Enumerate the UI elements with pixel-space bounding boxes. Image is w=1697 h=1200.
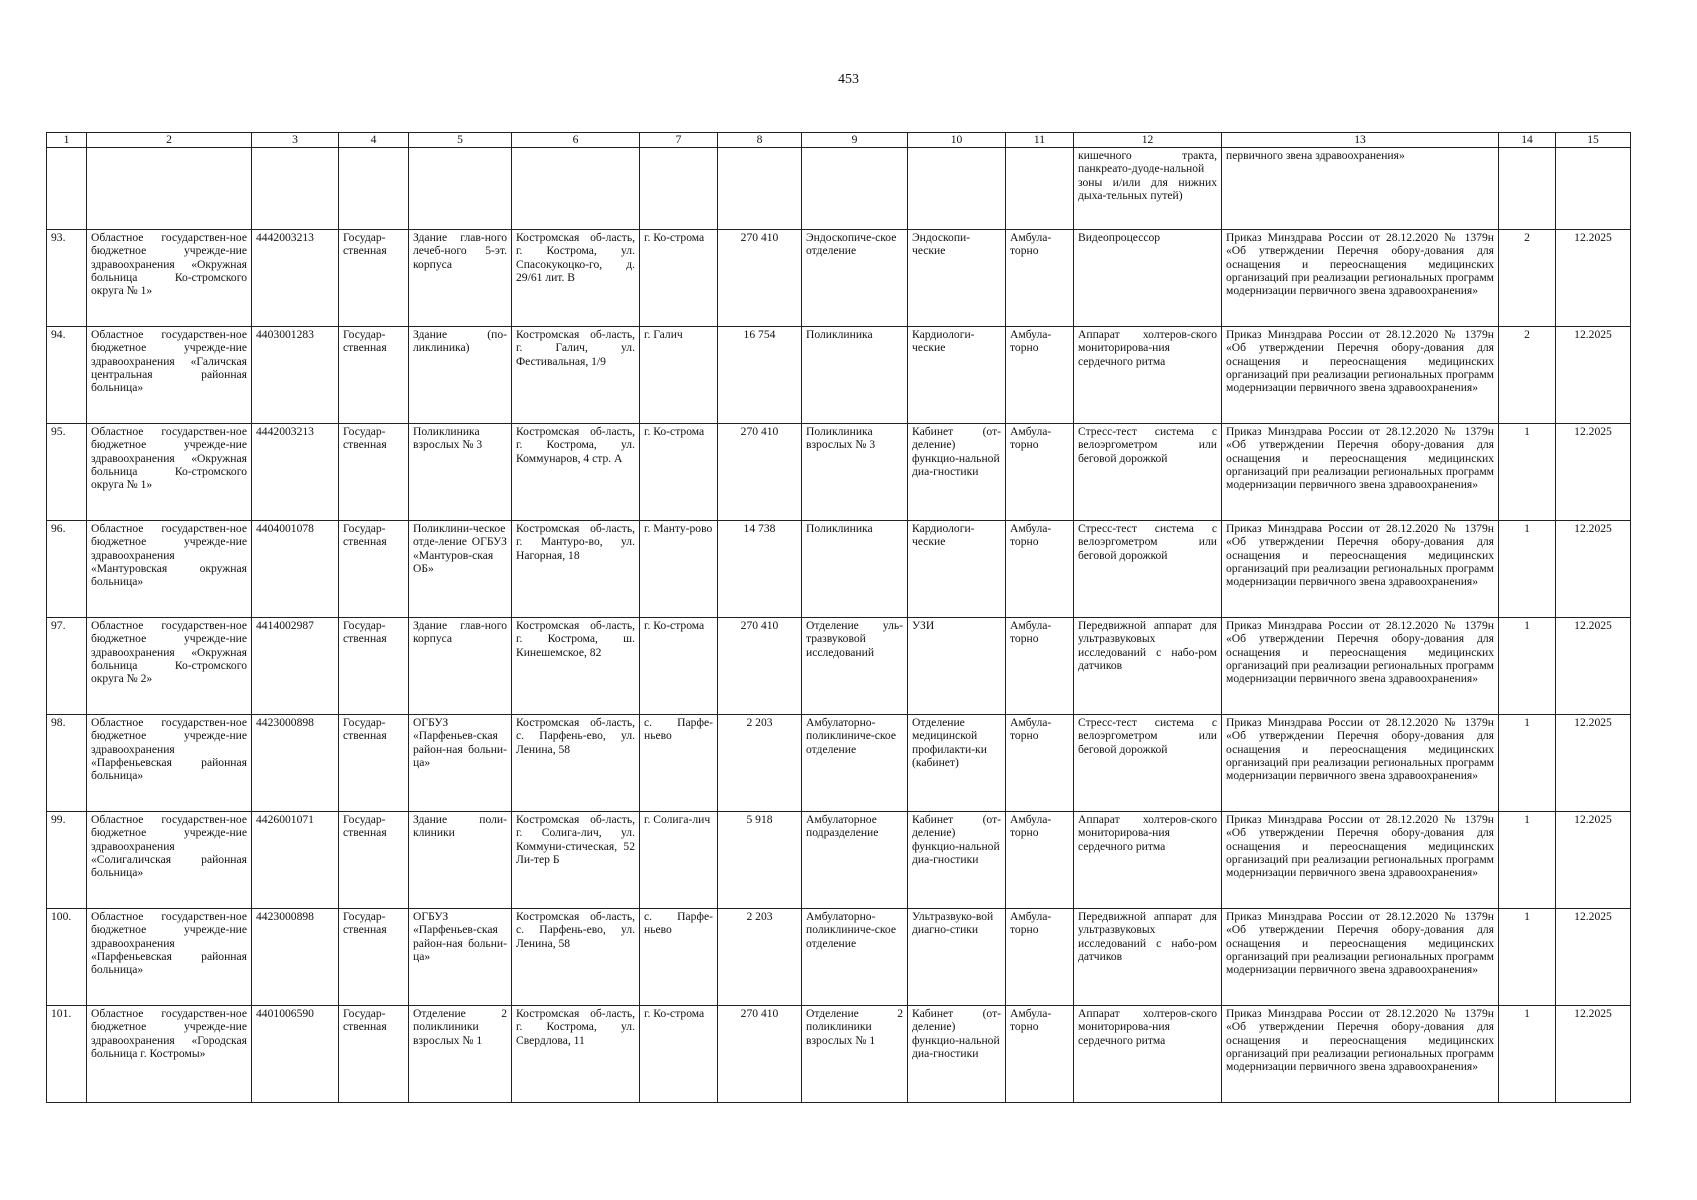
column-header-6: 6 — [512, 133, 640, 148]
cell-quantity: 2 — [1499, 230, 1556, 327]
cell-department: Поликлиника взрослых № 3 — [802, 424, 908, 521]
cell-equipment: Стресс-тест система с велоэргометром или беговой дорожкой — [1074, 521, 1222, 618]
table-row — [47, 909, 1631, 1006]
cell-organization-name: Областное государствен-ное бюджетное учрежде-ние здравоохранения «Окружная больница Ко-стромского округа № 1» — [87, 230, 252, 327]
cell-population: 14 738 — [718, 521, 802, 618]
column-header-4: 4 — [339, 133, 409, 148]
cell-department: Поликлиника — [802, 521, 908, 618]
column-header-11: 11 — [1006, 133, 1074, 148]
cell-population: 270 410 — [718, 424, 802, 521]
column-header-13: 13 — [1222, 133, 1499, 148]
cell-deadline: 12.2025 — [1556, 1006, 1631, 1103]
cell-organization-name: Областное государствен-ное бюджетное учрежде-ние здравоохранения «Галичская центральная районная больница» — [87, 327, 252, 424]
cell-ownership-type: Государ-ственная — [339, 1006, 409, 1103]
cell-organization-name: Областное государствен-ное бюджетное учрежде-ние здравоохранения «Парфеньевская районная больница» — [87, 715, 252, 812]
cell-organization-name: Областное государствен-ное бюджетное учрежде-ние здравоохранения «Мантуровская окружная больница» — [87, 521, 252, 618]
cell-ownership-type: Государ-ственная — [339, 812, 409, 909]
cell-deadline: 12.2025 — [1556, 812, 1631, 909]
cell-legal-basis: Приказ Минздрава России от 28.12.2020 № 1379н «Об утверждении Перечня обору-дования для оснащения и переоснащения медицинских организаций при реализации региональных программ модернизации первичного звена здравоохранения» — [1222, 715, 1499, 812]
table-row — [47, 618, 1631, 715]
cell-ownership-type: Государ-ственная — [339, 521, 409, 618]
cell-care-mode: Амбула-торно — [1006, 715, 1074, 812]
cell-profile: УЗИ — [908, 618, 1006, 715]
cell-deadline: 12.2025 — [1556, 424, 1631, 521]
cell-quantity: 1 — [1499, 424, 1556, 521]
cell-care-mode: Амбула-торно — [1006, 812, 1074, 909]
cell-inn-code: 4442003213 — [252, 230, 339, 327]
cell-building-name: Здание глав-ного лечеб-ного 5-эт. корпуса — [409, 230, 512, 327]
cell-equipment: Аппарат холтеров-ского мониторирова-ния сердечного ритма — [1074, 1006, 1222, 1103]
table-row — [47, 715, 1631, 812]
cell-organization-name: Областное государствен-ное бюджетное учрежде-ние здравоохранения «Парфеньевская районная больница» — [87, 909, 252, 1006]
column-header-12: 12 — [1074, 133, 1222, 148]
cell-legal-basis: Приказ Минздрава России от 28.12.2020 № 1379н «Об утверждении Перечня обору-дования для оснащения и переоснащения медицинских организаций при реализации региональных программ модернизации первичного звена здравоохранения» — [1222, 812, 1499, 909]
cell-building-name: ОГБУЗ «Парфеньев-ская район-ная больни-ца» — [409, 715, 512, 812]
cell-address: Костромская об-ласть, г. Кострома, ш. Кинешемское, 82 — [512, 618, 640, 715]
cell-building-name: Здание (по-ликлиника) — [409, 327, 512, 424]
column-header-2: 2 — [87, 133, 252, 148]
cell-locality: г. Ко-строма — [640, 230, 718, 327]
cell-locality: г. Манту-рово — [640, 521, 718, 618]
cell-equipment: Передвижной аппарат для ультразвуковых исследований с набо-ром датчиков — [1074, 909, 1222, 1006]
continuation-row — [47, 148, 1631, 230]
cell-row-number: 96. — [47, 521, 87, 618]
cell-quantity: 1 — [1499, 521, 1556, 618]
cell-legal-basis: Приказ Минздрава России от 28.12.2020 № 1379н «Об утверждении Перечня обору-дования для оснащения и переоснащения медицинских организаций при реализации региональных программ модернизации первичного звена здравоохранения» — [1222, 327, 1499, 424]
cell-building-name: ОГБУЗ «Парфеньев-ская район-ная больни-ца» — [409, 909, 512, 1006]
cell-building-name: Поликлиника взрослых № 3 — [409, 424, 512, 521]
column-header-8: 8 — [718, 133, 802, 148]
continuation-equipment: кишечного тракта, панкреато-дуоде-нальной зоны и/или для нижних дыха-тельных путей) — [1074, 148, 1222, 230]
cell-equipment: Стресс-тест система с велоэргометром или беговой дорожкой — [1074, 424, 1222, 521]
cell-legal-basis: Приказ Минздрава России от 28.12.2020 № 1379н «Об утверждении Перечня обору-дования для оснащения и переоснащения медицинских организаций при реализации региональных программ модернизации первичного звена здравоохранения» — [1222, 521, 1499, 618]
cell-profile: Кардиологи-ческие — [908, 327, 1006, 424]
cell-row-number: 98. — [47, 715, 87, 812]
cell-population: 270 410 — [718, 618, 802, 715]
cell-profile: Кабинет (от-деление) функцио-нальной диа-гностики — [908, 424, 1006, 521]
cell-inn-code: 4423000898 — [252, 715, 339, 812]
cell-row-number: 101. — [47, 1006, 87, 1103]
cell-quantity: 2 — [1499, 327, 1556, 424]
cell-organization-name: Областное государствен-ное бюджетное учрежде-ние здравоохранения «Солигаличская районная больница» — [87, 812, 252, 909]
cell-locality: с. Парфе-ньево — [640, 715, 718, 812]
cell-address: Костромская об-ласть, г. Мантуро-во, ул. Нагорная, 18 — [512, 521, 640, 618]
cell-equipment: Передвижной аппарат для ультразвуковых исследований с набо-ром датчиков — [1074, 618, 1222, 715]
cell-row-number: 93. — [47, 230, 87, 327]
cell-quantity: 1 — [1499, 909, 1556, 1006]
cell-quantity: 1 — [1499, 715, 1556, 812]
column-header-9: 9 — [802, 133, 908, 148]
cell-population: 270 410 — [718, 230, 802, 327]
table-row — [47, 812, 1631, 909]
cell-inn-code: 4423000898 — [252, 909, 339, 1006]
table-body — [47, 148, 1631, 1103]
column-header-14: 14 — [1499, 133, 1556, 148]
cell-legal-basis: Приказ Минздрава России от 28.12.2020 № 1379н «Об утверждении Перечня обору-дования для оснащения и переоснащения медицинских организаций при реализации региональных программ модернизации первичного звена здравоохранения» — [1222, 424, 1499, 521]
cell-quantity: 1 — [1499, 1006, 1556, 1103]
table-row — [47, 424, 1631, 521]
equipment-register-table — [46, 132, 1631, 1103]
cell-ownership-type: Государ-ственная — [339, 618, 409, 715]
table-row — [47, 230, 1631, 327]
continuation-basis: первичного звена здравоохранения» — [1222, 148, 1499, 230]
cell-population: 2 203 — [718, 909, 802, 1006]
cell-row-number: 99. — [47, 812, 87, 909]
cell-profile: Отделение медицинской профилакти-ки (кабинет) — [908, 715, 1006, 812]
cell-ownership-type: Государ-ственная — [339, 327, 409, 424]
header-row — [47, 133, 1631, 148]
cell-department: Амбулаторно-поликлиниче-ское отделение — [802, 909, 908, 1006]
page-number: 453 — [838, 72, 859, 87]
cell-legal-basis: Приказ Минздрава России от 28.12.2020 № 1379н «Об утверждении Перечня обору-дования для оснащения и переоснащения медицинских организаций при реализации региональных программ модернизации первичного звена здравоохранения» — [1222, 909, 1499, 1006]
cell-profile: Ультразвуко-вой диагно-стики — [908, 909, 1006, 1006]
cell-profile: Кабинет (от-деление) функцио-нальной диа-гностики — [908, 1006, 1006, 1103]
cell-inn-code: 4401006590 — [252, 1006, 339, 1103]
cell-ownership-type: Государ-ственная — [339, 424, 409, 521]
column-header-1: 1 — [47, 133, 87, 148]
cell-inn-code: 4442003213 — [252, 424, 339, 521]
cell-department: Отделение уль-тразвуковой исследований — [802, 618, 908, 715]
cell-care-mode: Амбула-торно — [1006, 1006, 1074, 1103]
table-row — [47, 1006, 1631, 1103]
cell-ownership-type: Государ-ственная — [339, 230, 409, 327]
cell-building-name: Отделение 2 поликлиники взрослых № 1 — [409, 1006, 512, 1103]
cell-locality: с. Парфе-ньево — [640, 909, 718, 1006]
cell-quantity: 1 — [1499, 812, 1556, 909]
cell-profile: Кардиологи-ческие — [908, 521, 1006, 618]
cell-inn-code: 4404001078 — [252, 521, 339, 618]
cell-deadline: 12.2025 — [1556, 521, 1631, 618]
cell-care-mode: Амбула-торно — [1006, 618, 1074, 715]
cell-deadline: 12.2025 — [1556, 327, 1631, 424]
cell-building-name: Здание поли-клиники — [409, 812, 512, 909]
table-row — [47, 521, 1631, 618]
cell-inn-code: 4414002987 — [252, 618, 339, 715]
cell-address: Костромская об-ласть, г. Солига-лич, ул. Коммуни-стическая, 52 Ли-тер Б — [512, 812, 640, 909]
cell-care-mode: Амбула-торно — [1006, 230, 1074, 327]
cell-care-mode: Амбула-торно — [1006, 424, 1074, 521]
column-header-5: 5 — [409, 133, 512, 148]
cell-building-name: Здание глав-ного корпуса — [409, 618, 512, 715]
cell-ownership-type: Государ-ственная — [339, 715, 409, 812]
cell-organization-name: Областное государствен-ное бюджетное учрежде-ние здравоохранения «Городская больница г. Костромы» — [87, 1006, 252, 1103]
cell-address: Костромская об-ласть, г. Кострома, ул. Свердлова, 11 — [512, 1006, 640, 1103]
cell-equipment: Аппарат холтеров-ского мониторирова-ния сердечного ритма — [1074, 812, 1222, 909]
cell-population: 2 203 — [718, 715, 802, 812]
column-header-7: 7 — [640, 133, 718, 148]
column-header-10: 10 — [908, 133, 1006, 148]
cell-equipment: Видеопроцессор — [1074, 230, 1222, 327]
cell-row-number: 97. — [47, 618, 87, 715]
cell-locality: г. Ко-строма — [640, 424, 718, 521]
cell-care-mode: Амбула-торно — [1006, 521, 1074, 618]
column-header-15: 15 — [1556, 133, 1631, 148]
cell-address: Костромская об-ласть, г. Кострома, ул. Коммунаров, 4 стр. А — [512, 424, 640, 521]
cell-deadline: 12.2025 — [1556, 618, 1631, 715]
cell-inn-code: 4403001283 — [252, 327, 339, 424]
cell-care-mode: Амбула-торно — [1006, 327, 1074, 424]
cell-legal-basis: Приказ Минздрава России от 28.12.2020 № 1379н «Об утверждении Перечня обору-дования для оснащения и переоснащения медицинских организаций при реализации региональных программ модернизации первичного звена здравоохранения» — [1222, 1006, 1499, 1103]
cell-organization-name: Областное государствен-ное бюджетное учрежде-ние здравоохранения «Окружная больница Ко-стромского округа № 1» — [87, 424, 252, 521]
cell-inn-code: 4426001071 — [252, 812, 339, 909]
cell-profile: Кабинет (от-деление) функцио-нальной диа-гностики — [908, 812, 1006, 909]
cell-ownership-type: Государ-ственная — [339, 909, 409, 1006]
cell-locality: г. Солига-лич — [640, 812, 718, 909]
cell-population: 270 410 — [718, 1006, 802, 1103]
cell-care-mode: Амбула-торно — [1006, 909, 1074, 1006]
column-header-3: 3 — [252, 133, 339, 148]
cell-address: Костромская об-ласть, с. Парфень-ево, ул. Ленина, 58 — [512, 909, 640, 1006]
cell-department: Амбулаторное подразделение — [802, 812, 908, 909]
cell-deadline: 12.2025 — [1556, 230, 1631, 327]
cell-population: 16 754 — [718, 327, 802, 424]
cell-deadline: 12.2025 — [1556, 909, 1631, 1006]
cell-address: Костромская об-ласть, г. Галич, ул. Фестивальная, 1/9 — [512, 327, 640, 424]
table-row — [47, 327, 1631, 424]
cell-equipment: Аппарат холтеров-ского мониторирова-ния сердечного ритма — [1074, 327, 1222, 424]
cell-organization-name: Областное государствен-ное бюджетное учрежде-ние здравоохранения «Окружная больница Ко-стромского округа № 2» — [87, 618, 252, 715]
cell-row-number: 94. — [47, 327, 87, 424]
cell-population: 5 918 — [718, 812, 802, 909]
cell-department: Отделение 2 поликлиники взрослых № 1 — [802, 1006, 908, 1103]
cell-building-name: Поликлини-ческое отде-ление ОГБУЗ «Мантуров-ская ОБ» — [409, 521, 512, 618]
cell-department: Эндоскопиче-ское отделение — [802, 230, 908, 327]
cell-quantity: 1 — [1499, 618, 1556, 715]
cell-department: Амбулаторно-поликлиниче-ское отделение — [802, 715, 908, 812]
cell-address: Костромская об-ласть, г. Кострома, ул. Спасокукоцко-го, д. 29/61 лит. В — [512, 230, 640, 327]
cell-address: Костромская об-ласть, с. Парфень-ево, ул. Ленина, 58 — [512, 715, 640, 812]
cell-legal-basis: Приказ Минздрава России от 28.12.2020 № 1379н «Об утверждении Перечня обору-дования для оснащения и переоснащения медицинских организаций при реализации региональных программ модернизации первичного звена здравоохранения» — [1222, 618, 1499, 715]
cell-equipment: Стресс-тест система с велоэргометром или беговой дорожкой — [1074, 715, 1222, 812]
cell-locality: г. Галич — [640, 327, 718, 424]
cell-profile: Эндоскопи-ческие — [908, 230, 1006, 327]
cell-row-number: 95. — [47, 424, 87, 521]
cell-locality: г. Ко-строма — [640, 1006, 718, 1103]
cell-deadline: 12.2025 — [1556, 715, 1631, 812]
cell-department: Поликлиника — [802, 327, 908, 424]
cell-legal-basis: Приказ Минздрава России от 28.12.2020 № 1379н «Об утверждении Перечня обору-дования для оснащения и переоснащения медицинских организаций при реализации региональных программ модернизации первичного звена здравоохранения» — [1222, 230, 1499, 327]
cell-row-number: 100. — [47, 909, 87, 1006]
cell-locality: г. Ко-строма — [640, 618, 718, 715]
